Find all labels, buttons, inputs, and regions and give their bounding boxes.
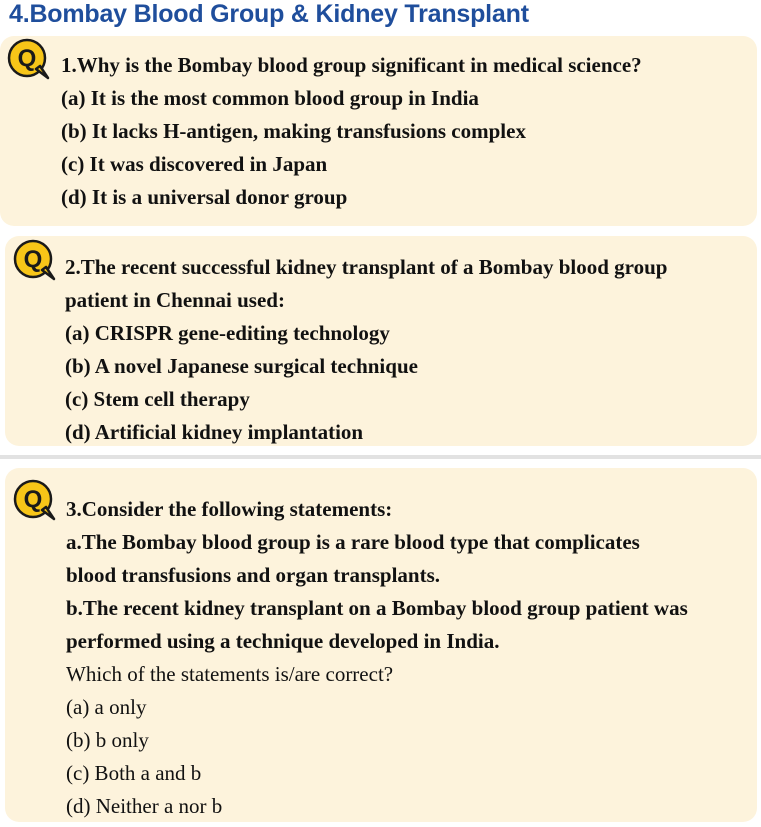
option-d: (d) Neither a nor b [66,794,223,818]
option-c: (c) Both a and b [66,761,202,785]
option-d: (d) It is a universal donor group [61,185,348,209]
section-divider [0,455,761,459]
q-badge-letter: Q [23,246,43,273]
option-b: (b) A novel Japanese surgical technique [65,354,418,378]
option-c: (c) It was discovered in Japan [61,152,328,176]
question-stem: 1.Why is the Bombay blood group significant in medical science? [61,53,642,77]
statement-a-line-1: a.The Bombay blood group is a rare blood type that complicates [66,530,640,554]
question-stem-line-2: patient in Chennai used: [65,288,285,312]
option-b: (b) b only [66,728,149,752]
option-c: (c) Stem cell therapy [65,387,250,411]
q-badge-icon [6,36,52,82]
q-badge-icon [12,237,58,283]
option-a: (a) CRISPR gene-editing technology [65,321,390,345]
question-stem-line-1: 2.The recent successful kidney transplant of a Bombay blood group [65,255,668,279]
option-a: (a) a only [66,695,147,719]
q-badge-letter: Q [17,45,37,72]
q-badge-icon [12,477,58,523]
question-prompt: Which of the statements is/are correct? [66,662,394,686]
option-b: (b) It lacks H-antigen, making transfusions complex [61,119,526,143]
statement-b-line-2: performed using a technique developed in India. [66,629,500,653]
q-badge-letter: Q [23,486,43,513]
statement-b-line-1: b.The recent kidney transplant on a Bombay blood group patient was [66,596,688,620]
page-title: 4.Bombay Blood Group & Kidney Transplant [9,0,529,28]
question-2 [65,251,667,449]
option-a: (a) It is the most common blood group in India [61,86,479,110]
question-3 [66,493,688,823]
question-1 [61,49,642,214]
option-d: (d) Artificial kidney implantation [65,420,364,444]
question-stem: 3.Consider the following statements: [66,497,393,521]
statement-a-line-2: blood transfusions and organ transplants. [66,563,441,587]
